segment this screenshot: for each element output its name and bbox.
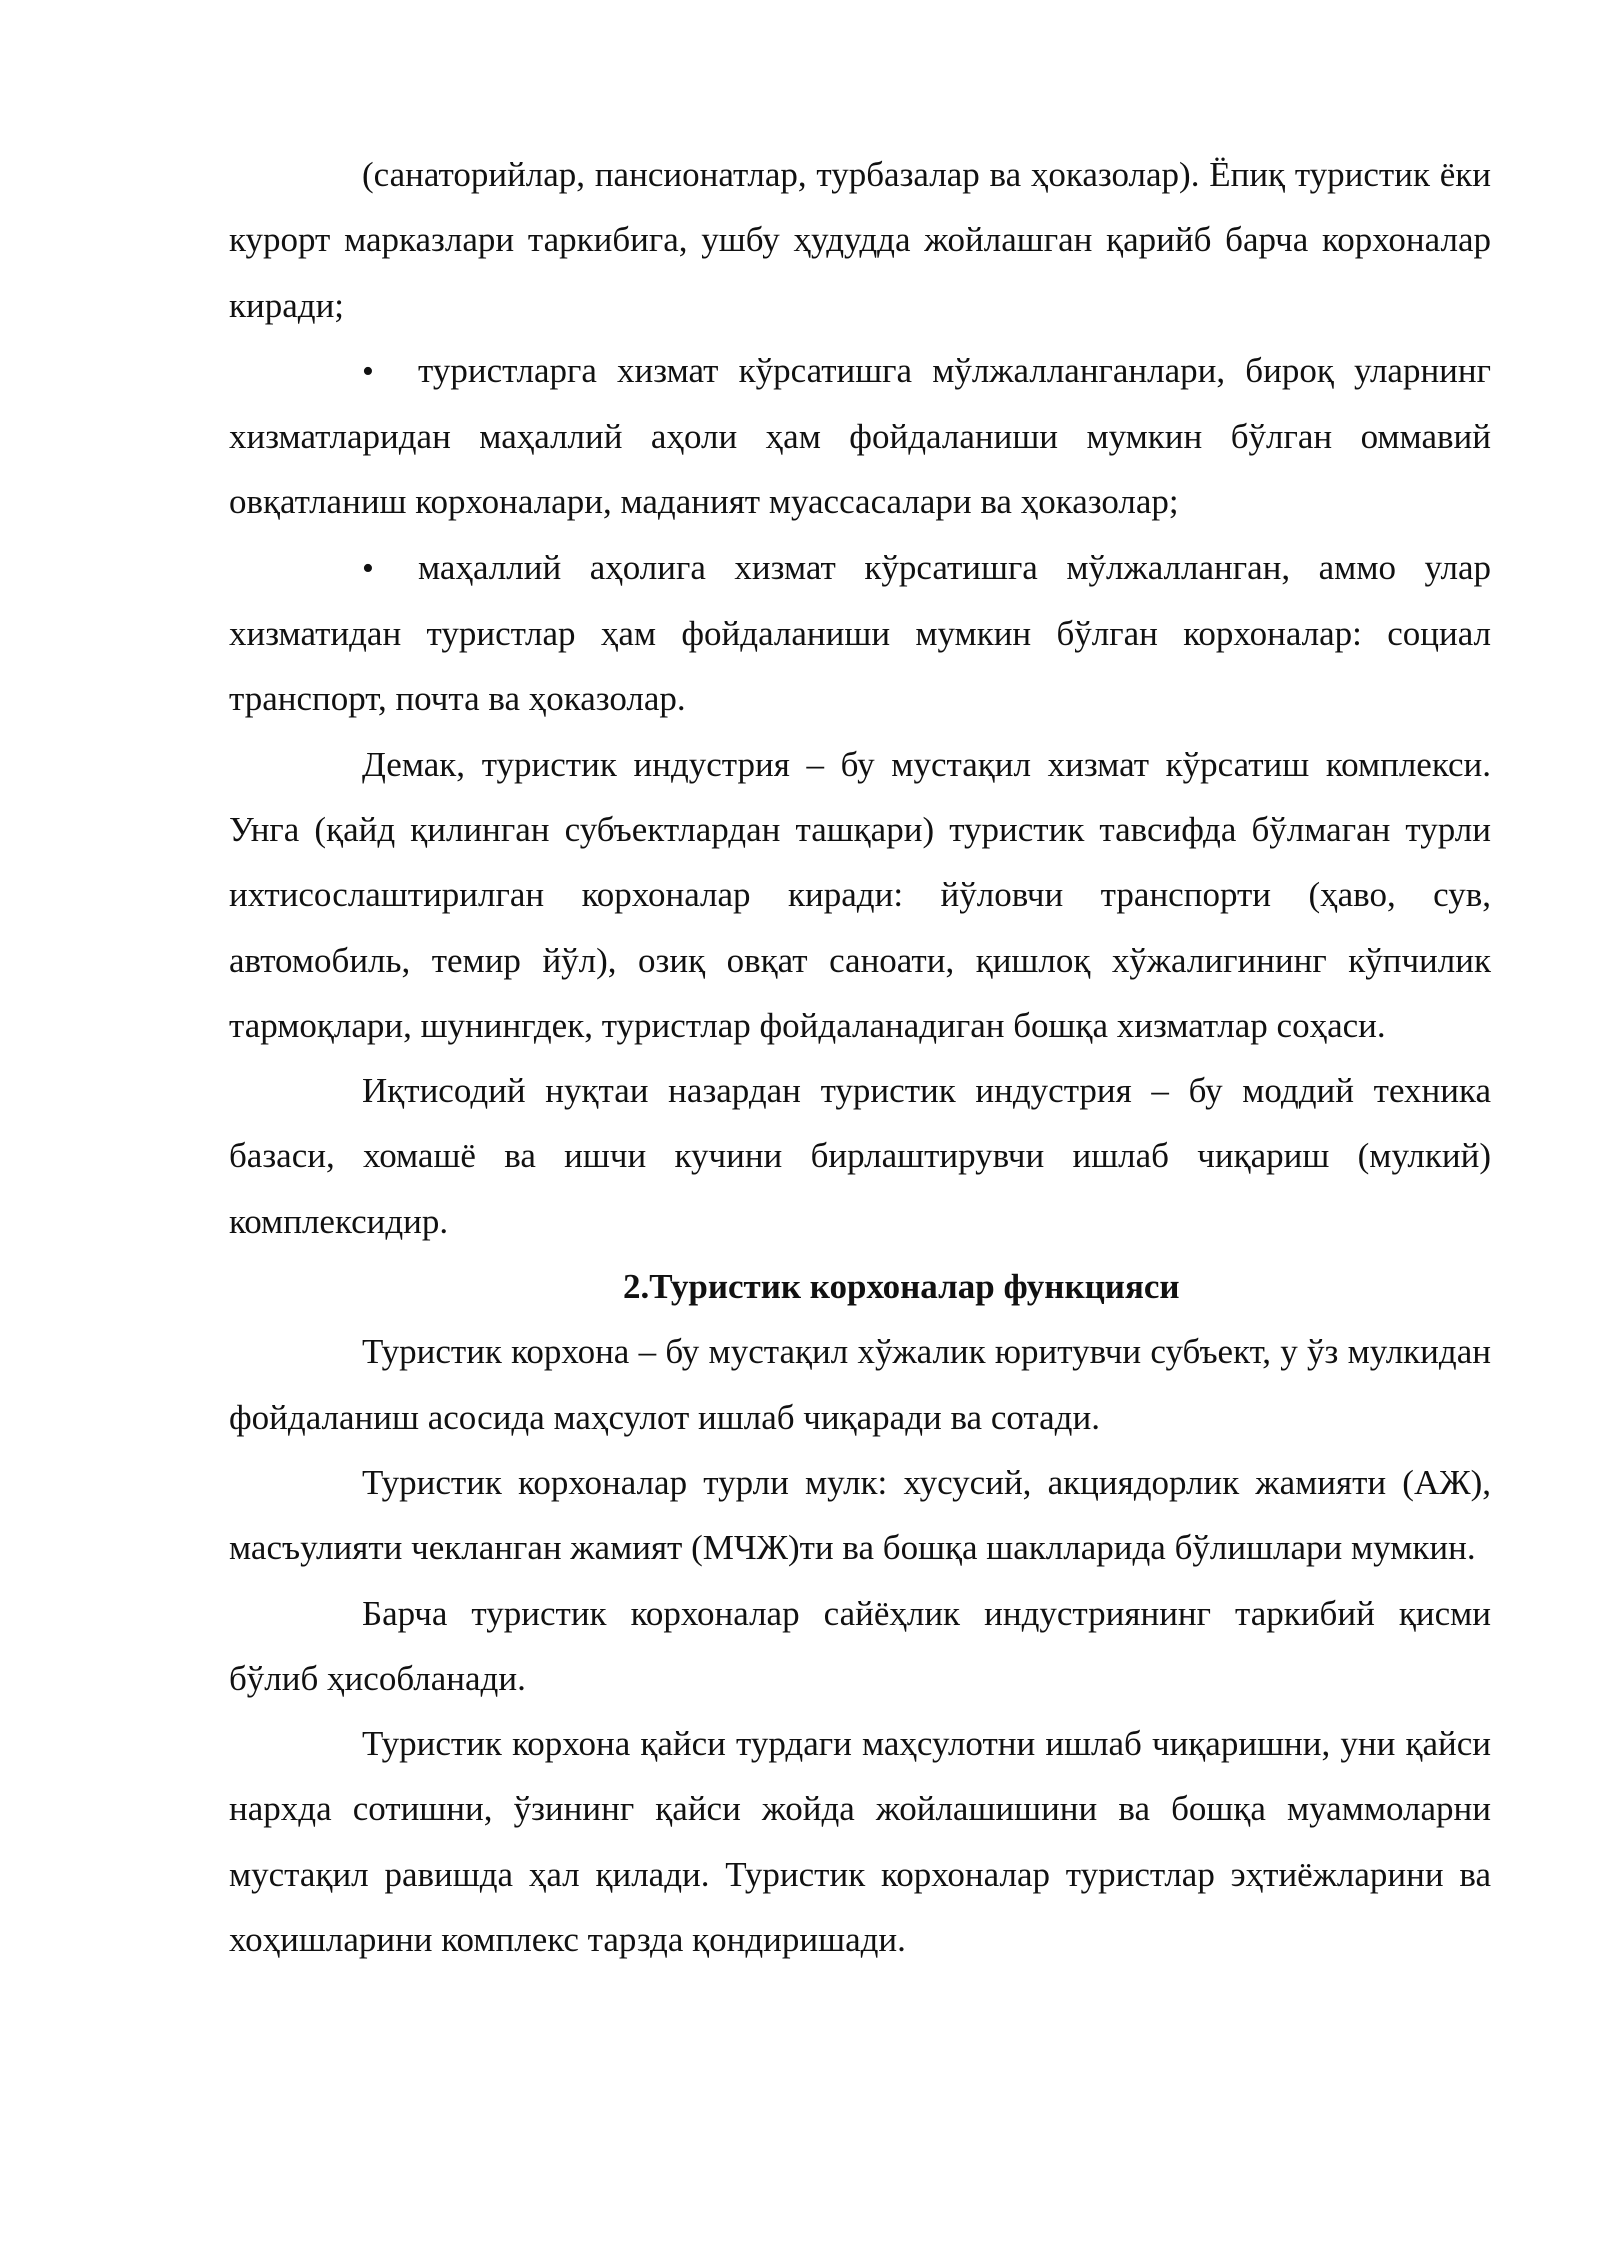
paragraph-industry-part: Барча туристик корхоналар сайёҳлик индустриянинг таркибий қисми бўлиб ҳисобланади. [229,1593,1491,1698]
document-page [229,142,1491,1972]
paragraph-ownership-forms: Туристик корхоналар турли мулк: хусусий, акциядорлик жамияти (АЖ), масъулияти чекланган жамият (МЧЖ)ти ва бошқа шаклларида бўлишлари мумкин. [229,1462,1491,1568]
paragraph-enterprise-decisions: Туристик корхона қайси турдаги маҳсулотни ишлаб чиқаришни, уни қайси нархда сотишни, ўзининг қайси жойда жойлашишини ва бошқа муаммоларни мустақил равишда ҳал қилади. Туристик корхоналар туристлар эҳтиёжларини ва хоҳишларини комплекс тарзда қондиришади. [229,1724,1491,1960]
paragraph-sanatoriums: (санаторийлар, пансионатлар, турбазалар ва ҳоказолар). Ёпиқ туристик ёки курорт марказлари таркибига, ушбу ҳудудда жойлашган қарийб барча корхоналар киради; [229,155,1491,325]
bullet-item-catering [229,338,1491,535]
bullet-text: маҳаллий аҳолига хизмат кўрсатишга мўлжалланган, аммо улар хизматидан туристлар ҳам фойдаланиши мумкин бўлган корхоналар: социал транспорт, почта ва ҳоказолар. [229,547,1491,719]
bullet-icon: • [362,549,374,587]
bullet-icon: • [362,352,374,390]
paragraph-economic-view: Иқтисодий нуқтаи назардан туристик индустрия – бу моддий техника базаси, хомашё ва ишчи кучини бирлаштирувчи ишлаб чиқариш (мулкий) комплексидир. [229,1071,1491,1241]
bullet-text: туристларга хизмат кўрсатишга мўлжалланганлари, бироқ уларнинг хизматларидан маҳаллий аҳоли ҳам фойдаланиши мумкин бўлган оммавий овқатланиш корхоналари, маданият муассасалари ва ҳоказолар; [229,350,1491,522]
paragraph-tourism-industry: Демак, туристик индустрия – бу мустақил хизмат кўрсатиш комплекси. Унга (қайд қилинган субъектлардан ташқари) туристик тавсифда бўлмаган турли ихтисослаштирилган корхоналар киради: йўловчи транспорти (ҳаво, сув, автомобиль, темир йўл), озиқ овқат саноати, қишлоқ хўжалигининг кўпчилик тармоқлари, шунингдек, туристлар фойдаланадиган бошқа хизматлар соҳаси. [229,744,1491,1045]
section-heading: 2.Туристик корхоналар функцияси [623,1267,1180,1307]
paragraph-enterprise-definition: Туристик корхона – бу мустақил хўжалик юритувчи субъект, у ўз мулкидан фойдаланиш асосида маҳсулот ишлаб чиқаради ва сотади. [229,1332,1491,1437]
bullet-item-local-services [229,535,1491,732]
